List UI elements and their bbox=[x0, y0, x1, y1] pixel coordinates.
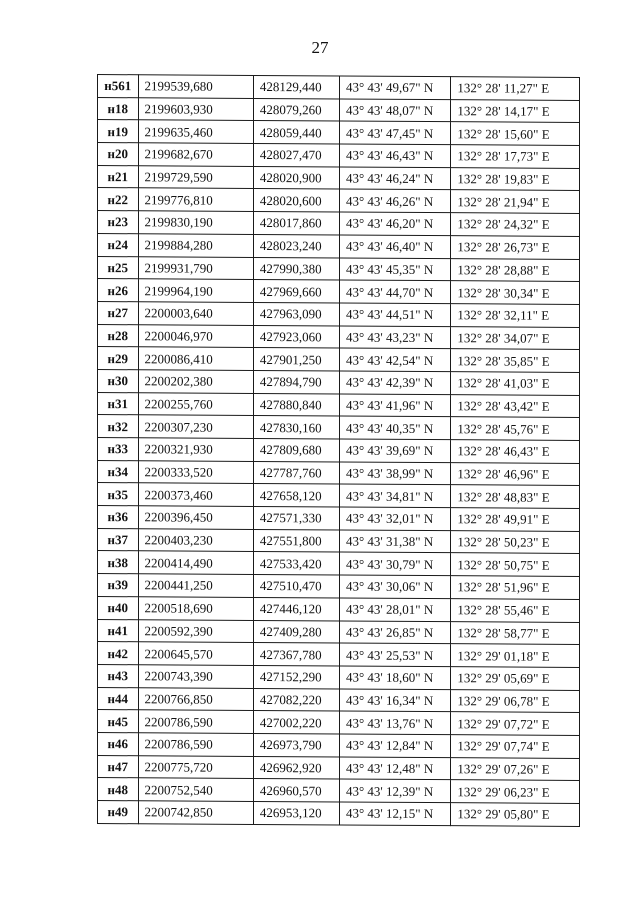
table-row bbox=[98, 801, 580, 827]
x-coordinate-cell: 2200786,590 bbox=[138, 710, 253, 733]
longitude-cell: 132° 28' 11,27" E bbox=[451, 77, 580, 100]
longitude-cell: 132° 28' 46,96" E bbox=[451, 462, 580, 485]
longitude-cell: 132° 29' 05,69" E bbox=[451, 667, 580, 690]
point-id-cell: н49 bbox=[98, 801, 139, 824]
latitude-cell: 43° 43' 40,35" N bbox=[339, 416, 450, 439]
y-coordinate-cell: 427551,800 bbox=[253, 529, 339, 552]
point-id-cell: н21 bbox=[98, 165, 139, 188]
y-coordinate-cell: 427880,840 bbox=[253, 393, 339, 416]
longitude-cell: 132° 28' 21,94" E bbox=[451, 190, 580, 213]
y-coordinate-cell: 428023,240 bbox=[253, 234, 339, 257]
table-row bbox=[98, 710, 580, 736]
latitude-cell: 43° 43' 30,79" N bbox=[339, 552, 450, 575]
y-coordinate-cell: 427510,470 bbox=[253, 575, 339, 598]
table-row bbox=[98, 551, 580, 577]
x-coordinate-cell: 2200086,410 bbox=[138, 347, 253, 370]
latitude-cell: 43° 43' 46,40" N bbox=[339, 235, 450, 258]
latitude-cell: 43° 43' 48,07" N bbox=[339, 99, 450, 122]
latitude-cell: 43° 43' 46,43" N bbox=[339, 144, 450, 167]
table-row bbox=[98, 279, 580, 305]
longitude-cell: 132° 29' 01,18" E bbox=[451, 644, 580, 667]
x-coordinate-cell: 2200255,760 bbox=[138, 392, 253, 415]
y-coordinate-cell: 427533,420 bbox=[253, 552, 339, 575]
x-coordinate-cell: 2200775,720 bbox=[138, 755, 253, 778]
x-coordinate-cell: 2200743,390 bbox=[138, 665, 253, 688]
table-row bbox=[98, 324, 580, 350]
y-coordinate-cell: 428020,900 bbox=[253, 166, 339, 189]
latitude-cell: 43° 43' 46,24" N bbox=[339, 167, 450, 190]
x-coordinate-cell: 2199635,460 bbox=[138, 120, 253, 143]
point-id-cell: н37 bbox=[98, 528, 139, 551]
longitude-cell: 132° 29' 06,78" E bbox=[451, 689, 580, 712]
table-row bbox=[98, 664, 580, 690]
table-row bbox=[98, 642, 580, 668]
y-coordinate-cell: 428020,600 bbox=[253, 189, 339, 212]
point-id-cell: н47 bbox=[98, 755, 139, 778]
table-row bbox=[98, 528, 580, 554]
longitude-cell: 132° 28' 43,42" E bbox=[451, 394, 580, 417]
x-coordinate-cell: 2200046,970 bbox=[138, 324, 253, 347]
y-coordinate-cell: 426960,570 bbox=[253, 779, 339, 802]
y-coordinate-cell: 426962,920 bbox=[253, 756, 339, 779]
point-id-cell: н24 bbox=[98, 233, 139, 256]
x-coordinate-cell: 2200592,390 bbox=[138, 619, 253, 642]
y-coordinate-cell: 428027,470 bbox=[253, 144, 339, 167]
y-coordinate-cell: 427901,250 bbox=[253, 348, 339, 371]
y-coordinate-cell: 427894,790 bbox=[253, 370, 339, 393]
table-row bbox=[98, 438, 580, 464]
latitude-cell: 43° 43' 42,39" N bbox=[339, 371, 450, 394]
y-coordinate-cell: 427446,120 bbox=[253, 597, 339, 620]
y-coordinate-cell: 428059,440 bbox=[253, 121, 339, 144]
table-row bbox=[98, 301, 580, 327]
table-row bbox=[98, 165, 580, 191]
longitude-cell: 132° 28' 28,88" E bbox=[451, 258, 580, 281]
point-id-cell: н22 bbox=[98, 188, 139, 211]
point-id-cell: н44 bbox=[98, 687, 139, 710]
table-row bbox=[98, 392, 580, 418]
point-id-cell: н32 bbox=[98, 415, 139, 438]
y-coordinate-cell: 427367,780 bbox=[253, 643, 339, 666]
coordinates-table-body bbox=[98, 75, 580, 827]
y-coordinate-cell: 427658,120 bbox=[253, 484, 339, 507]
x-coordinate-cell: 2199603,930 bbox=[138, 97, 253, 120]
latitude-cell: 43° 43' 39,69" N bbox=[339, 439, 450, 462]
x-coordinate-cell: 2200333,520 bbox=[138, 460, 253, 483]
longitude-cell: 132° 28' 24,32" E bbox=[451, 213, 580, 236]
latitude-cell: 43° 43' 43,23" N bbox=[339, 326, 450, 349]
latitude-cell: 43° 43' 42,54" N bbox=[339, 348, 450, 371]
longitude-cell: 132° 28' 17,73" E bbox=[451, 145, 580, 168]
point-id-cell: н26 bbox=[98, 279, 139, 302]
table-row bbox=[98, 778, 580, 804]
table-row bbox=[98, 506, 580, 532]
latitude-cell: 43° 43' 16,34" N bbox=[339, 689, 450, 712]
x-coordinate-cell: 2200441,250 bbox=[138, 574, 253, 597]
longitude-cell: 132° 28' 50,23" E bbox=[451, 530, 580, 553]
longitude-cell: 132° 28' 34,07" E bbox=[451, 326, 580, 349]
y-coordinate-cell: 427082,220 bbox=[253, 688, 339, 711]
longitude-cell: 132° 29' 07,72" E bbox=[451, 712, 580, 735]
latitude-cell: 43° 43' 46,26" N bbox=[339, 189, 450, 212]
y-coordinate-cell: 428017,860 bbox=[253, 212, 339, 235]
point-id-cell: н28 bbox=[98, 324, 139, 347]
table-row bbox=[98, 75, 580, 101]
table-row bbox=[98, 143, 580, 169]
longitude-cell: 132° 29' 07,74" E bbox=[451, 735, 580, 758]
longitude-cell: 132° 28' 26,73" E bbox=[451, 235, 580, 258]
x-coordinate-cell: 2199931,790 bbox=[138, 256, 253, 279]
longitude-cell: 132° 28' 19,83" E bbox=[451, 167, 580, 190]
x-coordinate-cell: 2199729,590 bbox=[138, 166, 253, 189]
table-row bbox=[98, 687, 580, 713]
table-row bbox=[98, 188, 580, 214]
y-coordinate-cell: 428079,260 bbox=[253, 98, 339, 121]
table-row bbox=[98, 732, 580, 758]
x-coordinate-cell: 2200766,850 bbox=[138, 687, 253, 710]
point-id-cell: н29 bbox=[98, 347, 139, 370]
point-id-cell: н19 bbox=[98, 120, 139, 143]
point-id-cell: н43 bbox=[98, 664, 139, 687]
x-coordinate-cell: 2200403,230 bbox=[138, 529, 253, 552]
point-id-cell: н33 bbox=[98, 438, 139, 461]
x-coordinate-cell: 2200396,450 bbox=[138, 506, 253, 529]
longitude-cell: 132° 28' 55,46" E bbox=[451, 598, 580, 621]
x-coordinate-cell: 2199830,190 bbox=[138, 211, 253, 234]
longitude-cell: 132° 28' 32,11" E bbox=[451, 304, 580, 327]
latitude-cell: 43° 43' 44,70" N bbox=[339, 280, 450, 303]
x-coordinate-cell: 2199884,280 bbox=[138, 234, 253, 257]
y-coordinate-cell: 427963,090 bbox=[253, 302, 339, 325]
latitude-cell: 43° 43' 18,60" N bbox=[339, 666, 450, 689]
x-coordinate-cell: 2199776,810 bbox=[138, 188, 253, 211]
longitude-cell: 132° 29' 06,23" E bbox=[451, 780, 580, 803]
x-coordinate-cell: 2200786,590 bbox=[138, 733, 253, 756]
y-coordinate-cell: 427923,060 bbox=[253, 325, 339, 348]
longitude-cell: 132° 28' 48,83" E bbox=[451, 485, 580, 508]
longitude-cell: 132° 29' 07,26" E bbox=[451, 757, 580, 780]
point-id-cell: н45 bbox=[98, 710, 139, 733]
x-coordinate-cell: 2200645,570 bbox=[138, 642, 253, 665]
longitude-cell: 132° 28' 35,85" E bbox=[451, 349, 580, 372]
point-id-cell: н561 bbox=[98, 75, 139, 98]
table-row bbox=[98, 211, 580, 237]
x-coordinate-cell: 2200321,930 bbox=[138, 438, 253, 461]
x-coordinate-cell: 2200752,540 bbox=[138, 778, 253, 801]
latitude-cell: 43° 43' 26,85" N bbox=[339, 620, 450, 643]
y-coordinate-cell: 427809,680 bbox=[253, 438, 339, 461]
longitude-cell: 132° 28' 41,03" E bbox=[451, 372, 580, 395]
latitude-cell: 43° 43' 45,35" N bbox=[339, 257, 450, 280]
table-row bbox=[98, 120, 580, 146]
y-coordinate-cell: 427990,380 bbox=[253, 257, 339, 280]
latitude-cell: 43° 43' 30,06" N bbox=[339, 575, 450, 598]
y-coordinate-cell: 427409,280 bbox=[253, 620, 339, 643]
y-coordinate-cell: 427152,290 bbox=[253, 665, 339, 688]
latitude-cell: 43° 43' 46,20" N bbox=[339, 212, 450, 235]
x-coordinate-cell: 2200373,460 bbox=[138, 483, 253, 506]
latitude-cell: 43° 43' 38,99" N bbox=[339, 462, 450, 485]
x-coordinate-cell: 2200307,230 bbox=[138, 415, 253, 438]
longitude-cell: 132° 29' 05,80" E bbox=[451, 803, 580, 826]
x-coordinate-cell: 2199964,190 bbox=[138, 279, 253, 302]
latitude-cell: 43° 43' 41,96" N bbox=[339, 394, 450, 417]
x-coordinate-cell: 2200742,850 bbox=[138, 801, 253, 824]
point-id-cell: н20 bbox=[98, 143, 139, 166]
page-number: 27 bbox=[311, 38, 329, 57]
x-coordinate-cell: 2200003,640 bbox=[138, 302, 253, 325]
y-coordinate-cell: 427830,160 bbox=[253, 416, 339, 439]
table-row bbox=[98, 755, 580, 781]
y-coordinate-cell: 427002,220 bbox=[253, 711, 339, 734]
y-coordinate-cell: 427969,660 bbox=[253, 280, 339, 303]
latitude-cell: 43° 43' 28,01" N bbox=[339, 598, 450, 621]
point-id-cell: н30 bbox=[98, 369, 139, 392]
y-coordinate-cell: 426953,120 bbox=[253, 801, 339, 824]
x-coordinate-cell: 2199539,680 bbox=[138, 75, 253, 98]
y-coordinate-cell: 426973,790 bbox=[253, 733, 339, 756]
y-coordinate-cell: 427787,760 bbox=[253, 461, 339, 484]
point-id-cell: н18 bbox=[98, 97, 139, 120]
x-coordinate-cell: 2199682,670 bbox=[138, 143, 253, 166]
table-row bbox=[98, 483, 580, 509]
latitude-cell: 43° 43' 12,15" N bbox=[339, 802, 450, 825]
table-row bbox=[98, 415, 580, 441]
longitude-cell: 132° 28' 30,34" E bbox=[451, 281, 580, 304]
y-coordinate-cell: 428129,440 bbox=[253, 75, 339, 98]
point-id-cell: н39 bbox=[98, 574, 139, 597]
point-id-cell: н42 bbox=[98, 642, 139, 665]
point-id-cell: н48 bbox=[98, 778, 139, 801]
latitude-cell: 43° 43' 32,01" N bbox=[339, 507, 450, 530]
point-id-cell: н31 bbox=[98, 392, 139, 415]
table-row bbox=[98, 619, 580, 645]
point-id-cell: н46 bbox=[98, 732, 139, 755]
latitude-cell: 43° 43' 47,45" N bbox=[339, 121, 450, 144]
point-id-cell: н34 bbox=[98, 460, 139, 483]
table-row bbox=[98, 347, 580, 373]
longitude-cell: 132° 28' 14,17" E bbox=[451, 99, 580, 122]
point-id-cell: н40 bbox=[98, 596, 139, 619]
longitude-cell: 132° 28' 51,96" E bbox=[451, 576, 580, 599]
latitude-cell: 43° 43' 25,53" N bbox=[339, 643, 450, 666]
point-id-cell: н25 bbox=[98, 256, 139, 279]
latitude-cell: 43° 43' 34,81" N bbox=[339, 484, 450, 507]
latitude-cell: 43° 43' 31,38" N bbox=[339, 530, 450, 553]
coordinates-table bbox=[97, 74, 580, 827]
latitude-cell: 43° 43' 12,84" N bbox=[339, 734, 450, 757]
point-id-cell: н41 bbox=[98, 619, 139, 642]
point-id-cell: н23 bbox=[98, 211, 139, 234]
longitude-cell: 132° 28' 58,77" E bbox=[451, 621, 580, 644]
table-row bbox=[98, 233, 580, 259]
longitude-cell: 132° 28' 45,76" E bbox=[451, 417, 580, 440]
table-row bbox=[98, 574, 580, 600]
latitude-cell: 43° 43' 13,76" N bbox=[339, 711, 450, 734]
table-row bbox=[98, 97, 580, 123]
table-row bbox=[98, 256, 580, 282]
longitude-cell: 132° 28' 50,75" E bbox=[451, 553, 580, 576]
x-coordinate-cell: 2200202,380 bbox=[138, 370, 253, 393]
longitude-cell: 132° 28' 49,91" E bbox=[451, 508, 580, 531]
x-coordinate-cell: 2200518,690 bbox=[138, 597, 253, 620]
latitude-cell: 43° 43' 12,39" N bbox=[339, 779, 450, 802]
x-coordinate-cell: 2200414,490 bbox=[138, 551, 253, 574]
longitude-cell: 132° 28' 15,60" E bbox=[451, 122, 580, 145]
longitude-cell: 132° 28' 46,43" E bbox=[451, 440, 580, 463]
table-row bbox=[98, 596, 580, 622]
point-id-cell: н35 bbox=[98, 483, 139, 506]
point-id-cell: н36 bbox=[98, 506, 139, 529]
point-id-cell: н27 bbox=[98, 301, 139, 324]
y-coordinate-cell: 427571,330 bbox=[253, 507, 339, 530]
latitude-cell: 43° 43' 44,51" N bbox=[339, 303, 450, 326]
latitude-cell: 43° 43' 12,48" N bbox=[339, 757, 450, 780]
table-row bbox=[98, 460, 580, 486]
point-id-cell: н38 bbox=[98, 551, 139, 574]
latitude-cell: 43° 43' 49,67" N bbox=[339, 76, 450, 99]
table-row bbox=[98, 369, 580, 395]
